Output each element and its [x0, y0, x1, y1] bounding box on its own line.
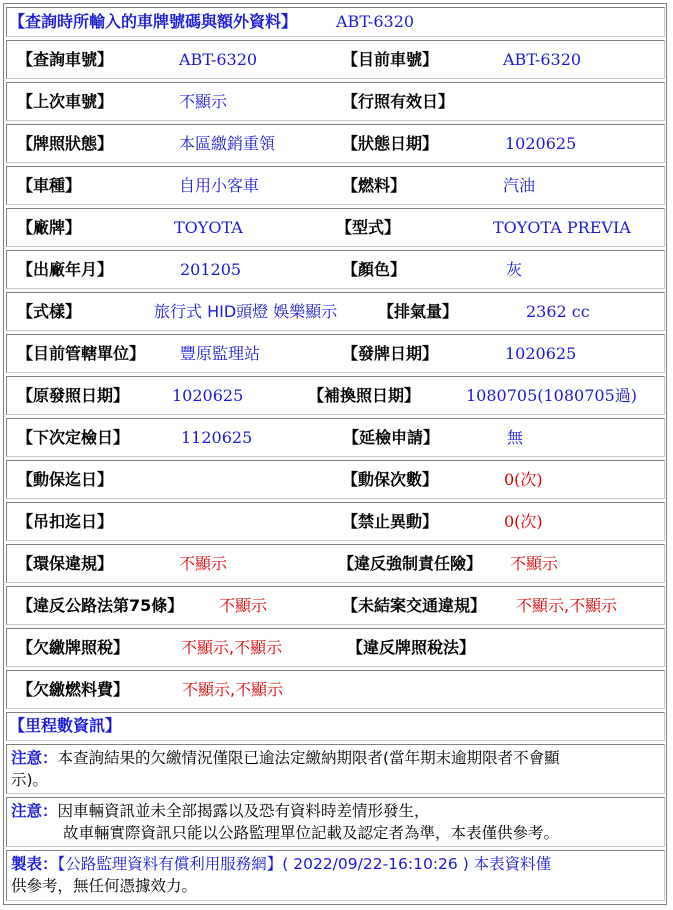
note-disclaimer: [6, 797, 665, 847]
query-header-plate: ABT-6320: [336, 12, 415, 31]
label-previous-plate: 【上次車號】: [17, 92, 114, 111]
row-original-issue-date: [6, 376, 665, 415]
value-environmental-violation: 不顯示: [179, 554, 228, 573]
value-brand: TOYOTA: [174, 218, 243, 237]
label-fuel: 【燃料】: [342, 176, 407, 195]
row-body-style: [6, 292, 665, 331]
value-original-issue-date: 1020625: [172, 386, 244, 405]
note-overdue-line1: 本查詢結果的欠繳情況僅限已逾法定繳納期限者(當年期末逾期限者不會顯: [57, 749, 560, 767]
label-model: 【型式】: [336, 218, 401, 237]
label-current-plate: 【目前車號】: [342, 50, 439, 69]
value-issue-date: 1020625: [505, 344, 577, 363]
value-highway-act-violation: 不顯示: [219, 596, 268, 615]
value-jurisdiction: 豐原監理站: [180, 344, 261, 363]
value-vehicle-type: 自用小客車: [179, 176, 260, 195]
label-unresolved-traffic-violation: 【未結案交通違規】: [342, 596, 487, 615]
value-displacement: 2362 cc: [526, 302, 590, 321]
label-original-issue-date: 【原發照日期】: [17, 386, 130, 405]
note-disclaimer-line2: 故車輛實際資訊只能以公路監理單位記載及認定者為準，本表僅供參考。: [63, 824, 560, 842]
note-overdue-label: 注意：: [11, 749, 58, 767]
note-overdue-text: [11, 747, 658, 791]
row-fuel-fee: [6, 670, 665, 709]
row-environmental-violation: [6, 544, 665, 583]
value-status-date: 1020625: [505, 134, 577, 153]
value-fuel: 汽油: [503, 176, 536, 195]
value-unpaid-fuel-fee: 不顯示,不顯示: [182, 680, 284, 699]
note-overdue-line2: 示)。: [11, 771, 49, 789]
label-highway-act-violation: 【違反公路法第75條】: [17, 596, 184, 615]
note-disclaimer-text: [11, 800, 658, 844]
label-insurance-violation: 【違反強制責任險】: [338, 554, 483, 573]
row-license-tax: [6, 628, 665, 667]
row-next-inspection: [6, 418, 665, 457]
label-chattel-mortgage-end: 【動保迄日】: [17, 470, 114, 489]
label-plate-status: 【牌照狀態】: [17, 134, 114, 153]
report-source-text: [11, 853, 658, 897]
label-status-date: 【狀態日期】: [342, 134, 439, 153]
value-previous-plate: 不顯示: [179, 92, 228, 111]
note-disclaimer-label: 注意：: [11, 802, 58, 820]
label-body-style: 【式樣】: [17, 302, 82, 321]
label-vehicle-type: 【車種】: [17, 176, 82, 195]
value-next-inspection: 1120625: [181, 428, 253, 447]
label-reissue-date: 【補換照日期】: [308, 386, 421, 405]
value-model: TOYOTA PREVIA: [493, 218, 631, 237]
note-overdue: [6, 744, 665, 794]
mileage-title: 【里程數資訊】: [9, 716, 122, 735]
value-color: 灰: [506, 260, 523, 279]
value-reissue-date: 1080705(1080705過): [466, 386, 638, 405]
value-chattel-mortgage-count: 0(次): [504, 470, 543, 489]
value-unresolved-traffic-violation: 不顯示,不顯示: [516, 596, 618, 615]
label-transfer-ban: 【禁止異動】: [342, 512, 439, 531]
query-header: [6, 7, 665, 37]
row-jurisdiction: [6, 334, 665, 373]
label-manufacture-date: 【出廠年月】: [17, 260, 114, 279]
label-query-plate: 【查詢車號】: [17, 50, 114, 69]
label-jurisdiction: 【目前管轄單位】: [17, 344, 146, 363]
query-header-label: 【查詢時所輸入的車牌號碼與額外資料】: [9, 12, 298, 31]
report-source: [6, 850, 665, 901]
value-query-plate: ABT-6320: [179, 50, 258, 69]
label-brand: 【廠牌】: [17, 218, 82, 237]
note-disclaimer-line1: 因車輛資訊並未全部揭露以及恐有資料時差情形發生，: [57, 802, 430, 820]
label-displacement: 【排氣量】: [378, 302, 459, 321]
row-previous-plate: [6, 82, 665, 121]
value-insurance-violation: 不顯示: [510, 554, 559, 573]
value-body-style: 旅行式 HID頭燈 娛樂顯示: [154, 302, 338, 321]
mileage-section: [6, 712, 665, 741]
report-source-label: 製表：: [11, 855, 58, 873]
label-issue-date: 【發牌日期】: [342, 344, 439, 363]
row-query-plate: [6, 40, 665, 79]
label-license-valid-date: 【行照有效日】: [342, 92, 455, 111]
label-license-tax-violation: 【違反牌照稅法】: [347, 638, 476, 657]
row-brand: [6, 208, 665, 247]
value-unpaid-license-tax: 不顯示,不顯示: [181, 638, 283, 657]
report-source-line1: 【公路監理資料有償利用服務網】( 2022/09/22-16:10:26 ) 本表資料僅: [57, 855, 552, 873]
value-manufacture-date: 201205: [180, 260, 242, 279]
value-inspection-deferral: 無: [507, 428, 524, 447]
row-highway-act: [6, 586, 665, 625]
value-plate-status: 本區繳銷重領: [179, 134, 276, 153]
row-suspension: [6, 502, 665, 541]
row-chattel-mortgage: [6, 460, 665, 499]
label-unpaid-license-tax: 【欠繳牌照稅】: [17, 638, 130, 657]
label-unpaid-fuel-fee: 【欠繳燃料費】: [17, 680, 130, 699]
row-plate-status: [6, 124, 665, 163]
value-current-plate: ABT-6320: [503, 50, 582, 69]
label-chattel-mortgage-count: 【動保次數】: [342, 470, 439, 489]
report-source-line2: 供參考，無任何憑據效力。: [11, 877, 198, 895]
row-manufacture-date: [6, 250, 665, 289]
label-environmental-violation: 【環保違規】: [17, 554, 114, 573]
row-vehicle-type: [6, 166, 665, 205]
label-next-inspection: 【下次定檢日】: [17, 428, 130, 447]
label-color: 【顏色】: [342, 260, 407, 279]
label-inspection-deferral: 【延檢申請】: [343, 428, 440, 447]
label-suspension-end: 【吊扣迄日】: [17, 512, 114, 531]
value-transfer-ban: 0(次): [504, 512, 543, 531]
